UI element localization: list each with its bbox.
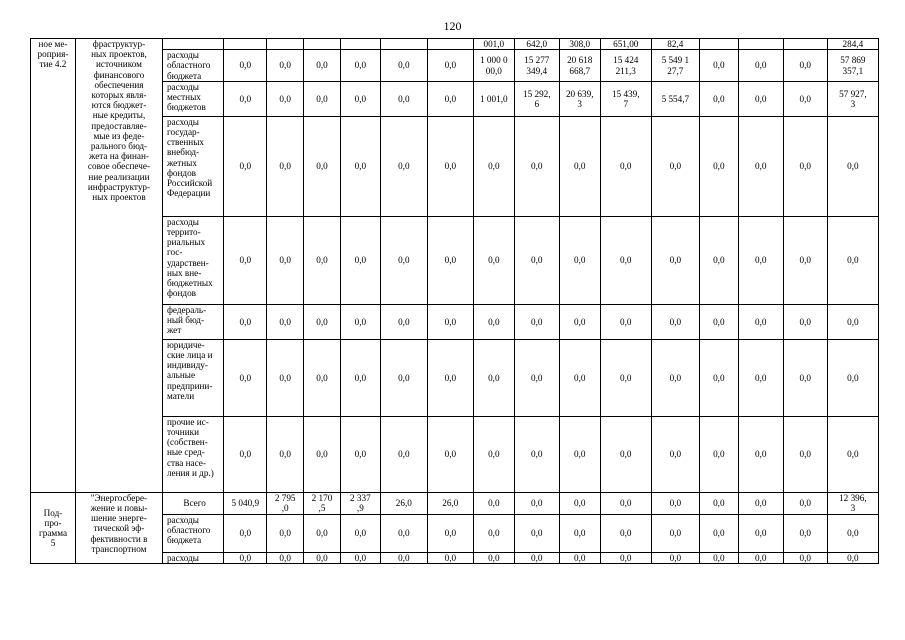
value-cell: 0,0	[699, 116, 738, 216]
value-cell: 57 927, 3	[827, 81, 878, 116]
value-cell: 0,0	[267, 339, 304, 416]
value-cell: 0,0	[783, 50, 827, 82]
value-cell	[340, 39, 380, 50]
value-cell: 0,0	[380, 514, 427, 552]
value-cell: 0,0	[304, 116, 341, 216]
value-cell: 0,0	[267, 416, 304, 492]
value-cell: 0,0	[783, 514, 827, 552]
budget-table	[30, 38, 879, 564]
value-cell: 0,0	[380, 116, 427, 216]
value-cell: 642,0	[514, 39, 559, 50]
table-row	[31, 39, 879, 50]
value-cell: 0,0	[738, 304, 783, 339]
value-cell: 0,0	[224, 81, 267, 116]
value-cell: 0,0	[514, 339, 559, 416]
value-cell: 0,0	[559, 339, 600, 416]
value-cell: 0,0	[559, 416, 600, 492]
funding-source-cell: прочие ис- точники (собствен- ные сред- ства насе- ления и др.)	[162, 416, 223, 492]
value-cell: 0,0	[783, 81, 827, 116]
value-cell: 0,0	[514, 552, 559, 563]
value-cell: 0,0	[600, 552, 651, 563]
value-cell: 0,0	[651, 492, 699, 514]
value-cell: 0,0	[473, 116, 514, 216]
value-cell: 0,0	[600, 492, 651, 514]
value-cell: 0,0	[304, 514, 341, 552]
value-cell: 0,0	[827, 416, 878, 492]
page-number: 120	[443, 19, 462, 33]
value-cell: 0,0	[224, 50, 267, 82]
value-cell: 0,0	[427, 116, 473, 216]
value-cell: 0,0	[427, 514, 473, 552]
value-cell: 0,0	[304, 81, 341, 116]
value-cell: 0,0	[427, 552, 473, 563]
value-cell: 0,0	[224, 304, 267, 339]
value-cell: 0,0	[514, 304, 559, 339]
value-cell: 0,0	[380, 416, 427, 492]
value-cell: 0,0	[473, 216, 514, 304]
value-cell: 0,0	[651, 216, 699, 304]
funding-source-cell: расходы областного бюджета	[162, 50, 223, 82]
budget-table-body	[31, 39, 879, 564]
value-cell: 0,0	[427, 304, 473, 339]
value-cell: 57 869 357,1	[827, 50, 878, 82]
funding-source-cell: расходы государ- ственных внебюд- жетных фондов Российской Федерации	[162, 116, 223, 216]
funding-source-cell: расходы террито- риальных гос- ударствен- ных вне- бюджетных фондов	[162, 216, 223, 304]
value-cell: 26,0	[380, 492, 427, 514]
value-cell: 0,0	[514, 116, 559, 216]
value-cell: 15 439, 7	[600, 81, 651, 116]
value-cell: 0,0	[783, 216, 827, 304]
value-cell: 0,0	[267, 552, 304, 563]
value-cell: 0,0	[473, 552, 514, 563]
value-cell: 0,0	[473, 492, 514, 514]
funding-source-cell: расходы областного бюджета	[162, 514, 223, 552]
value-cell: 0,0	[738, 81, 783, 116]
value-cell: 0,0	[651, 514, 699, 552]
value-cell: 5 554,7	[651, 81, 699, 116]
value-cell: 20 639, 3	[559, 81, 600, 116]
funding-source-cell: юридиче- ские лица и индивиду- альные предприни- матели	[162, 339, 223, 416]
value-cell: 20 618 668,7	[559, 50, 600, 82]
value-cell: 0,0	[783, 416, 827, 492]
value-cell: 0,0	[559, 552, 600, 563]
value-cell	[304, 39, 341, 50]
value-cell: 0,0	[827, 514, 878, 552]
value-cell: 0,0	[340, 416, 380, 492]
value-cell: 0,0	[600, 304, 651, 339]
value-cell: 0,0	[600, 116, 651, 216]
value-cell: 001,0	[473, 39, 514, 50]
value-cell: 0,0	[514, 216, 559, 304]
value-cell: 5 040,9	[224, 492, 267, 514]
value-cell: 0,0	[783, 304, 827, 339]
value-cell: 15 424 211,3	[600, 50, 651, 82]
value-cell: 0,0	[340, 216, 380, 304]
program-code-cell: Под- про- грамма 5	[31, 492, 76, 563]
value-cell: 0,0	[224, 216, 267, 304]
value-cell: 0,0	[514, 492, 559, 514]
value-cell: 0,0	[600, 216, 651, 304]
value-cell: 15 277 349,4	[514, 50, 559, 82]
value-cell: 0,0	[600, 416, 651, 492]
value-cell: 0,0	[699, 552, 738, 563]
value-cell: 1 001,0	[473, 81, 514, 116]
value-cell: 0,0	[224, 116, 267, 216]
value-cell: 0,0	[699, 514, 738, 552]
value-cell	[380, 39, 427, 50]
value-cell: 0,0	[427, 50, 473, 82]
value-cell: 0,0	[559, 304, 600, 339]
value-cell: 0,0	[340, 514, 380, 552]
value-cell: 1 000 0 00,0	[473, 50, 514, 82]
value-cell: 0,0	[340, 81, 380, 116]
value-cell: 0,0	[514, 416, 559, 492]
funding-source-cell	[162, 39, 223, 50]
value-cell: 0,0	[699, 492, 738, 514]
value-cell	[699, 39, 738, 50]
value-cell: 0,0	[738, 492, 783, 514]
value-cell: 0,0	[380, 339, 427, 416]
program-name-cell: фраструктур- ных проектов, источником финансового обеспечения которых явля- ются бюджет- ные кредиты, предоставляе- мые из феде- рального бюд- жета на финан- совое обеспече- ние реализации инфраструктур- ных проектов	[76, 39, 163, 493]
value-cell: 0,0	[380, 216, 427, 304]
value-cell: 0,0	[224, 552, 267, 563]
value-cell: 0,0	[473, 304, 514, 339]
value-cell: 82,4	[651, 39, 699, 50]
value-cell: 0,0	[224, 514, 267, 552]
value-cell: 0,0	[827, 339, 878, 416]
value-cell: 0,0	[738, 216, 783, 304]
value-cell: 0,0	[699, 416, 738, 492]
value-cell: 0,0	[304, 416, 341, 492]
table-row	[31, 492, 879, 514]
value-cell: 0,0	[304, 552, 341, 563]
value-cell	[783, 39, 827, 50]
value-cell: 0,0	[340, 552, 380, 563]
value-cell: 0,0	[699, 50, 738, 82]
value-cell: 15 292, 6	[514, 81, 559, 116]
value-cell: 0,0	[427, 416, 473, 492]
funding-source-cell: расходы местных бюджетов	[162, 81, 223, 116]
value-cell: 0,0	[783, 339, 827, 416]
value-cell	[267, 39, 304, 50]
value-cell: 0,0	[651, 116, 699, 216]
value-cell: 0,0	[738, 416, 783, 492]
value-cell: 651,00	[600, 39, 651, 50]
value-cell: 0,0	[427, 339, 473, 416]
value-cell: 0,0	[738, 50, 783, 82]
value-cell: 0,0	[267, 216, 304, 304]
value-cell: 0,0	[783, 492, 827, 514]
value-cell: 308,0	[559, 39, 600, 50]
value-cell: 284,4	[827, 39, 878, 50]
value-cell: 0,0	[699, 216, 738, 304]
value-cell: 0,0	[473, 416, 514, 492]
value-cell: 0,0	[827, 116, 878, 216]
value-cell: 0,0	[224, 339, 267, 416]
value-cell: 0,0	[380, 304, 427, 339]
value-cell: 0,0	[827, 304, 878, 339]
value-cell: 0,0	[380, 552, 427, 563]
funding-source-cell: Всего	[162, 492, 223, 514]
value-cell: 0,0	[340, 339, 380, 416]
value-cell	[738, 39, 783, 50]
value-cell: 0,0	[427, 216, 473, 304]
value-cell: 12 396, 3	[827, 492, 878, 514]
value-cell: 0,0	[473, 339, 514, 416]
funding-source-cell: расходы	[162, 552, 223, 563]
value-cell: 0,0	[267, 81, 304, 116]
value-cell: 0,0	[783, 116, 827, 216]
value-cell: 0,0	[514, 514, 559, 552]
value-cell: 0,0	[380, 50, 427, 82]
value-cell: 0,0	[473, 514, 514, 552]
value-cell: 0,0	[340, 304, 380, 339]
value-cell: 0,0	[304, 50, 341, 82]
value-cell: 26,0	[427, 492, 473, 514]
value-cell: 0,0	[224, 416, 267, 492]
value-cell: 0,0	[427, 81, 473, 116]
value-cell: 0,0	[267, 514, 304, 552]
value-cell: 0,0	[699, 339, 738, 416]
value-cell	[427, 39, 473, 50]
value-cell: 0,0	[559, 116, 600, 216]
value-cell: 0,0	[738, 552, 783, 563]
value-cell: 0,0	[783, 552, 827, 563]
value-cell: 0,0	[738, 339, 783, 416]
value-cell: 0,0	[738, 116, 783, 216]
value-cell: 0,0	[559, 216, 600, 304]
value-cell: 0,0	[340, 50, 380, 82]
value-cell: 0,0	[559, 492, 600, 514]
value-cell: 0,0	[304, 304, 341, 339]
value-cell: 2 170 ,5	[304, 492, 341, 514]
value-cell: 0,0	[340, 116, 380, 216]
value-cell	[224, 39, 267, 50]
value-cell: 0,0	[600, 339, 651, 416]
value-cell: 0,0	[304, 339, 341, 416]
value-cell: 0,0	[600, 514, 651, 552]
value-cell: 2 795 ,0	[267, 492, 304, 514]
value-cell: 0,0	[651, 552, 699, 563]
value-cell: 0,0	[559, 514, 600, 552]
value-cell: 2 337 ,9	[340, 492, 380, 514]
value-cell: 0,0	[651, 304, 699, 339]
value-cell: 0,0	[699, 304, 738, 339]
value-cell: 0,0	[651, 339, 699, 416]
value-cell: 0,0	[380, 81, 427, 116]
value-cell: 0,0	[827, 216, 878, 304]
value-cell: 0,0	[738, 514, 783, 552]
value-cell: 0,0	[699, 81, 738, 116]
value-cell: 0,0	[267, 50, 304, 82]
funding-source-cell: федераль- ный бюд- жет	[162, 304, 223, 339]
value-cell: 0,0	[267, 304, 304, 339]
program-name-cell: "Энергосбере- жение и повы- шение энерге- тической эф- фективности в транспортном	[76, 492, 163, 563]
value-cell: 0,0	[267, 116, 304, 216]
value-cell: 5 549 1 27,7	[651, 50, 699, 82]
value-cell: 0,0	[827, 552, 878, 563]
value-cell: 0,0	[651, 416, 699, 492]
value-cell: 0,0	[304, 216, 341, 304]
program-code-cell: ное ме- роприя- тие 4.2	[31, 39, 76, 493]
